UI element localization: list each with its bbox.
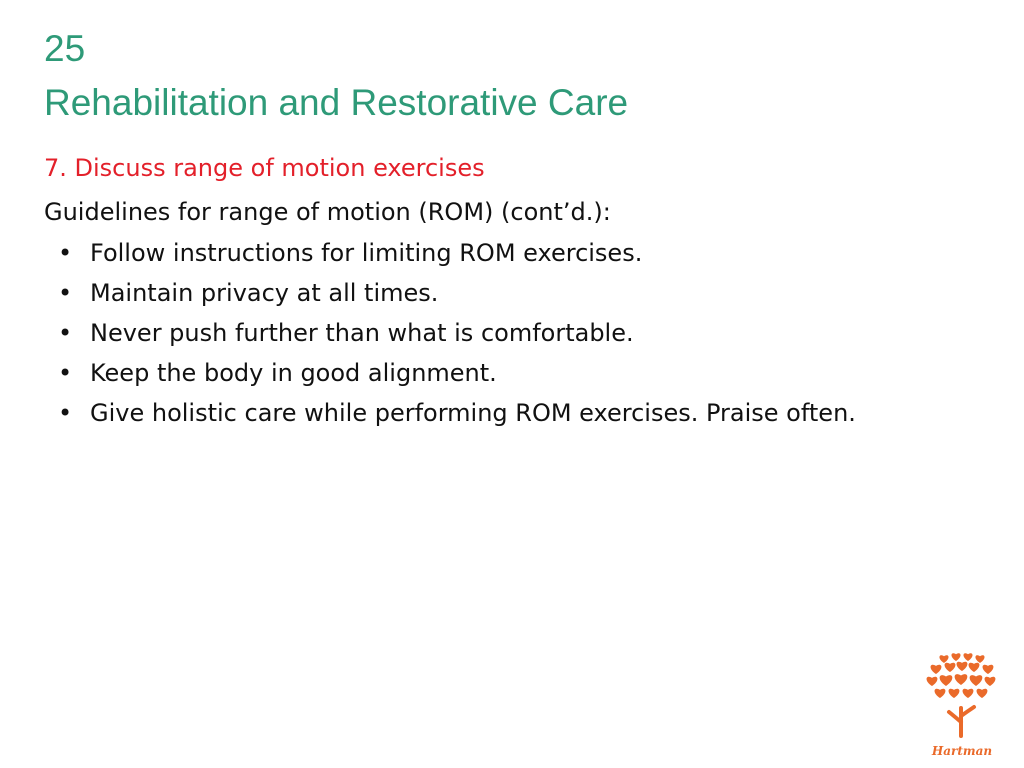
chapter-number: 25 bbox=[44, 28, 86, 69]
list-item bbox=[58, 316, 958, 350]
list-item bbox=[58, 396, 958, 430]
heart-tree-icon bbox=[922, 652, 1002, 738]
heart-leaf bbox=[957, 662, 968, 671]
heart-leaf bbox=[970, 675, 983, 686]
heart-leaf bbox=[983, 665, 994, 674]
bullet-icon: • bbox=[58, 359, 73, 387]
list-item bbox=[58, 356, 958, 390]
heart-leaf bbox=[935, 689, 946, 698]
heart-leaf bbox=[949, 689, 960, 698]
heart-leaf bbox=[977, 689, 988, 698]
list-item-text: Give holistic care while performing ROM exercises. Praise often. bbox=[90, 399, 856, 427]
heart-leaf bbox=[955, 674, 968, 685]
heart-leaf bbox=[985, 677, 996, 686]
bullet-icon: • bbox=[58, 319, 73, 347]
heart-leaf bbox=[945, 663, 956, 672]
heart-leaf bbox=[927, 677, 938, 686]
chapter-title: Rehabilitation and Restorative Care bbox=[44, 82, 629, 123]
heart-leaf bbox=[969, 663, 980, 672]
list-item-text: Follow instructions for limiting ROM exercises. bbox=[90, 239, 643, 267]
bullet-icon: • bbox=[58, 279, 73, 307]
heart-leaf bbox=[939, 655, 948, 663]
list-item-text: Maintain privacy at all times. bbox=[90, 279, 439, 307]
heart-leaf bbox=[963, 653, 972, 661]
guidelines-list bbox=[58, 236, 958, 436]
bullet-icon: • bbox=[58, 399, 73, 427]
heart-leaf bbox=[951, 653, 960, 661]
hartman-logo bbox=[922, 652, 1002, 758]
list-item-text: Never push further than what is comfortable. bbox=[90, 319, 634, 347]
heart-leaf bbox=[975, 655, 984, 663]
heart-leaf bbox=[963, 689, 974, 698]
list-item bbox=[58, 276, 958, 310]
heart-leaf bbox=[940, 675, 953, 686]
list-item-text: Keep the body in good alignment. bbox=[90, 359, 497, 387]
guidelines-intro: Guidelines for range of motion (ROM) (cont’d.): bbox=[44, 198, 611, 226]
heart-leaf bbox=[931, 665, 942, 674]
list-item bbox=[58, 236, 958, 270]
chapter-header bbox=[44, 28, 628, 124]
logo-wordmark: Hartman bbox=[931, 744, 993, 758]
learning-objective: 7. Discuss range of motion exercises bbox=[44, 154, 485, 182]
bullet-icon: • bbox=[58, 239, 73, 267]
